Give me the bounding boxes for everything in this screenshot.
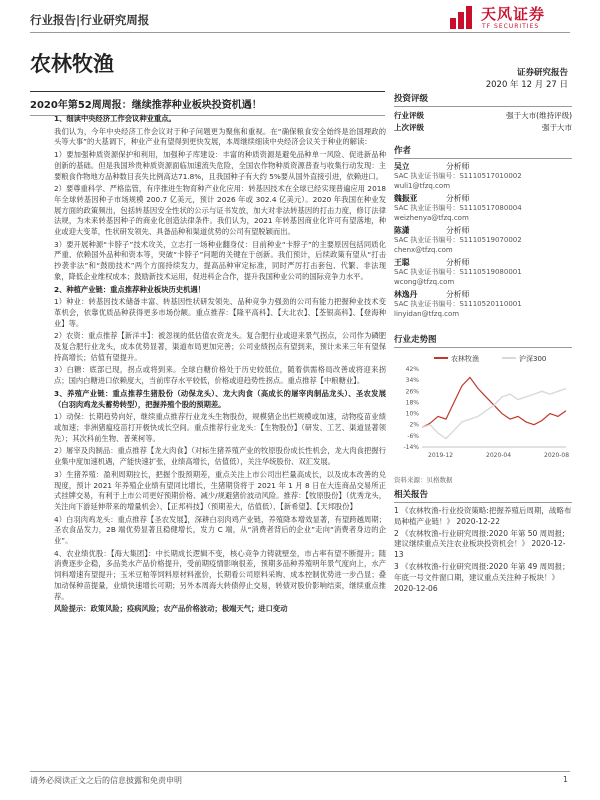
author-entry bbox=[394, 290, 572, 319]
related-report-link[interactable]: 2 《农林牧渔-行业研究周报:2020 年第 50 周周报;建议继续重点关注农业板块投资机会！》 2020-12-13 bbox=[394, 528, 566, 560]
body-paragraph: 1）要加强种质资源保护和利用，加强种子库建设：丰富的种质资源是避免品种单一风险、促进新品种创新的基础。但是我国珍贵种质资源面临加速流失危险，全国农作物种质资源普查与收集行动发现：主要粮食作物地方品种数目丧失比例高达71.8%，且我国种子有大约 5%要从国外直接引进，依赖进口。 bbox=[54, 150, 386, 181]
author-email[interactable]: linyidan@tfzq.com bbox=[394, 309, 460, 318]
author-cert: SAC 执业证书编号：S1110520110001 bbox=[394, 300, 522, 308]
body-paragraph: 1）种业：转基因技术储备丰富、转基因性状研发领先、品种竞争力强劲的公司有能力把握种业技术变革机会，依靠优质品种获得更多市场份额。重点推荐：【隆平高科】、【大北农】、【荃银高科】、【登海种业】等。 bbox=[54, 297, 386, 328]
author-cert: SAC 执业证书编号：S1110517080004 bbox=[394, 204, 522, 212]
author-cert: SAC 执业证书编号：S1110519080001 bbox=[394, 268, 522, 276]
rating-row bbox=[394, 110, 572, 122]
author-list bbox=[394, 162, 572, 319]
section-heading: 2、种植产业链：重点推荐种业板块历史机遇！ bbox=[54, 284, 206, 294]
author-entry bbox=[394, 162, 572, 191]
author-entry bbox=[394, 258, 572, 287]
body-paragraph: 2）屠宰及肉制品：重点推荐【龙大肉食】（对标生猪养殖产业的牧原股份成长性机会，龙大肉食把握行业集中度加速机遇，产能快速扩张，业绩高增长，估值低），关注华统股份、双汇发展。 bbox=[54, 446, 386, 467]
author-name: 林逸丹 bbox=[394, 290, 418, 299]
related-report-link[interactable]: 1 《农林牧渔-行业投资策略:把握养殖后周期，战略布局种植产业链！》 2020-12-22 bbox=[394, 506, 572, 526]
logo-mark-icon bbox=[448, 4, 476, 30]
author-role: 分析师 bbox=[446, 258, 470, 267]
chart-source: 资料来源：贝格数据 bbox=[394, 476, 453, 484]
related-reports bbox=[394, 488, 572, 595]
author-name: 陈潇 bbox=[394, 226, 410, 235]
body-paragraph: 1）动保：长期趋势向好，继续重点推荐行业龙头生物股份，规模猪企出栏规模或加速，动物疫苗业绩或加速；非洲猪瘟疫苗打开极快成长空间。重点推荐行业龙头：【生物股份】（研发、工艺、渠道显著领先）；其次科前生物、普莱柯等。 bbox=[54, 412, 386, 443]
footer-divider bbox=[30, 771, 570, 772]
body-paragraph: 4、农业绩优股：【海大集团】：中长期成长逻辑不变，核心竞争力铸就壁垒，市占率有望不断提升；随消费逐步企稳，多品类水产品价格提升，受前期疫情影响很差，预期多品种养殖明年景气度向上，水产饲料增速有望提升；玉米豆粕等饲料原材料涨价，长期看公司原料采购、成本控制优势进一步凸显；叠加动保种苗提量，业绩快速增长可期；另外本周海大转债停止交易，转债对股价影响结束，继续重点推荐。 bbox=[54, 548, 386, 601]
rating-value: 强于大市(维持评级) bbox=[506, 111, 572, 120]
company-logo bbox=[448, 2, 578, 32]
report-title: 2020年第52周周报：继续推荐种业板块投资机遇！ bbox=[30, 91, 385, 116]
author-role: 分析师 bbox=[446, 194, 470, 203]
y-tick-label: -14% bbox=[403, 444, 419, 451]
author-name-row bbox=[394, 258, 572, 268]
author-role: 分析师 bbox=[446, 162, 470, 171]
report-type: 证券研究报告 bbox=[516, 68, 568, 78]
author-cert: SAC 执业证书编号：S1110517010002 bbox=[394, 172, 522, 180]
series-line-1 bbox=[422, 389, 566, 439]
trend-chart-svg bbox=[394, 351, 572, 471]
x-tick-label: 2020-04 bbox=[486, 452, 512, 459]
page-number: 1 bbox=[562, 775, 568, 784]
breadcrumb: 行业报告|行业研究周报 bbox=[30, 13, 150, 27]
logo-text-en: TF SECURITIES bbox=[482, 23, 540, 30]
author-email[interactable]: chenx@tfzq.com bbox=[394, 245, 453, 254]
authors-section-title: 作者 bbox=[394, 144, 572, 159]
author-name: 魏振亚 bbox=[394, 194, 418, 203]
body-paragraph: 4）白羽肉鸡龙头：重点推荐【圣农发展】，深耕白羽肉鸡产业链，养殖降本增效显著，有望跨越周期；圣农食品发力，2B 端优势显著且稳健增长，发力 C 端，从“消费者背后的企业”走向“消费者身边的企业”。 bbox=[54, 514, 386, 546]
y-tick-label: 34% bbox=[405, 377, 419, 385]
disclaimer-footer: 请务必阅读正文之后的信息披露和免责申明 bbox=[30, 776, 182, 785]
header-divider bbox=[30, 32, 570, 33]
y-tick-label: 26% bbox=[405, 388, 419, 396]
author-role: 分析师 bbox=[446, 226, 470, 235]
report-date: 2020 年 12 月 27 日 bbox=[485, 80, 568, 90]
y-tick-label: 2% bbox=[409, 421, 419, 429]
author-entry bbox=[394, 226, 572, 255]
section-heading: 1、细读中央经济工作会议种业重点。 bbox=[54, 114, 176, 123]
author-cert: SAC 执业证书编号：S1110519070002 bbox=[394, 236, 522, 244]
body-paragraph: 2）要尊重科学、严格监管，有序推进生物育种产业化应用：转基因技术在全球已经实现普遍应用 2018 年全球转基因种子市场规模 200.7 亿美元，预计 2026 年或 302.4 亿美元）。2020 年我国在种业发展方面的政策频出，包括转基因安全性状的公示与证书发放，加大对非法转基因的打击力度，修订法律法规，为未来转基因种子的商业化创造法律条件。我们认为，2021 年转基因商业化许可有望落地，种业或迎大变革，性状研发领先、具备品种和渠道优势的公司有望脱颖而出。 bbox=[54, 184, 386, 237]
series-line-0 bbox=[422, 377, 566, 427]
trend-chart bbox=[394, 333, 572, 473]
risk-warning: 风险提示：政策风险；疫病风险；农产品价格波动；极端天气；进口变动 bbox=[54, 604, 288, 614]
author-name-row bbox=[394, 162, 572, 172]
related-report-link[interactable]: 3 《农林牧渔-行业研究周报:2020 年第 49 周周报；年底一号文件窗口期，建议重点关注种子板块！》 2020-12-06 bbox=[394, 561, 570, 593]
author-email[interactable]: wuli1@tfzq.com bbox=[394, 181, 451, 190]
body-paragraph: 3）要开展种源“卡脖子”技术攻关，立志打一场种业翻身仗：目前种业“卡脖子”的主要原因包括同质化严重、依赖国外品种和资本等，突破“卡脖子”问题的关键在于创新。我们预计，后续政策有望从“打击抄袭非法”和“鼓励技术”两个方面持续发力，提高品种审定标准，同时严厉打击套包、代繁、非法现象，降低企业维权成本；鼓励新技术运用，促进科企合作，提升我国种业公司的国际竞争力水平。 bbox=[54, 239, 386, 281]
y-tick-label: 42% bbox=[405, 366, 419, 373]
x-tick-label: 2020-08 bbox=[544, 452, 570, 459]
rating-label: 上次评级 bbox=[394, 123, 424, 132]
related-section-title: 相关报告 bbox=[394, 488, 572, 503]
body-paragraph: 3）白糖：底部已现，拐点或将到来。全球白糖价格处于历史较低位，随着供需格局改善或将迎来拐点；国内白糖进口依赖度大，当前库存水平较低，价格或迎趋势性拐点。重点推荐【中粮糖业】。 bbox=[54, 365, 386, 386]
legend-label: 农林牧渔 bbox=[451, 355, 479, 363]
legend-label: 沪深300 bbox=[519, 355, 547, 363]
author-entry bbox=[394, 194, 572, 223]
author-name: 王聪 bbox=[394, 258, 410, 267]
author-name: 吴立 bbox=[394, 162, 410, 171]
author-name-row bbox=[394, 194, 572, 204]
x-tick-label: 2019-12 bbox=[428, 452, 454, 459]
rating-section-title: 投资评级 bbox=[394, 92, 572, 107]
author-role: 分析师 bbox=[446, 290, 470, 299]
author-name-row bbox=[394, 226, 572, 236]
logo-text-cn: 天风证券 bbox=[481, 5, 546, 23]
body-paragraph: 3）生猪养殖：盈利周期拉长，把握个股预期差，重点关注上市公司出栏量高成长，以及成本改善的兑现度，预计 2021 年养殖企业绩有望同比增长，生猪期货将于 2021 年 1 月 8 日在大连商品交易所正式挂牌交易，有利于上市公司更好预期价格、减少/规避猪价波动风险。推荐：【牧原股份】（优秀龙头，关注向下游延伸带来的增量机会）、【正邦科技】（预期差大，估值低）、【新希望】、【天邦股份】 bbox=[54, 469, 386, 511]
sector-title: 农林牧渔 bbox=[30, 52, 114, 76]
section-heading: 3、养殖产业链：重点推荐生猪股份（动保龙头）、龙大肉食（高成长的屠宰肉制品龙头）、圣农发展（白羽肉鸡龙头蓄势转型），把握养殖个股的预期差。 bbox=[54, 388, 386, 409]
y-tick-label: 10% bbox=[405, 410, 419, 418]
chart-section-title: 行业走势图 bbox=[394, 333, 572, 348]
author-email[interactable]: wcong@tfzq.com bbox=[394, 277, 455, 286]
author-email[interactable]: weizhenya@tfzq.com bbox=[394, 213, 469, 222]
rating-row bbox=[394, 122, 572, 134]
report-body bbox=[54, 114, 386, 617]
body-paragraph: 2）农资：重点推荐【新洋丰】：被忽视的低估值农资龙头。复合肥行业或迎来景气拐点，公司作为磷肥及复合肥行业龙头，成本优势显著，渠道布局更加完善；公司业绩拐点有望到来，预计未来三年有望保持高增长；估值有望提升。 bbox=[54, 331, 386, 362]
body-paragraph: 我们认为，今年中央经济工作会议对于种子问题更为聚焦和重视。在“确保粮食安全始终是治国理政的头等大事”的大基调下，种业产业有望得到更快发展，本周继续细读中央经济会议关于种业的解读： bbox=[54, 126, 386, 147]
rating-value: 强于大市 bbox=[542, 123, 572, 132]
y-tick-label: -6% bbox=[407, 432, 419, 440]
y-tick-label: 18% bbox=[405, 399, 419, 407]
author-name-row bbox=[394, 290, 572, 300]
sidebar bbox=[394, 92, 572, 319]
rating-label: 行业评级 bbox=[394, 111, 424, 120]
